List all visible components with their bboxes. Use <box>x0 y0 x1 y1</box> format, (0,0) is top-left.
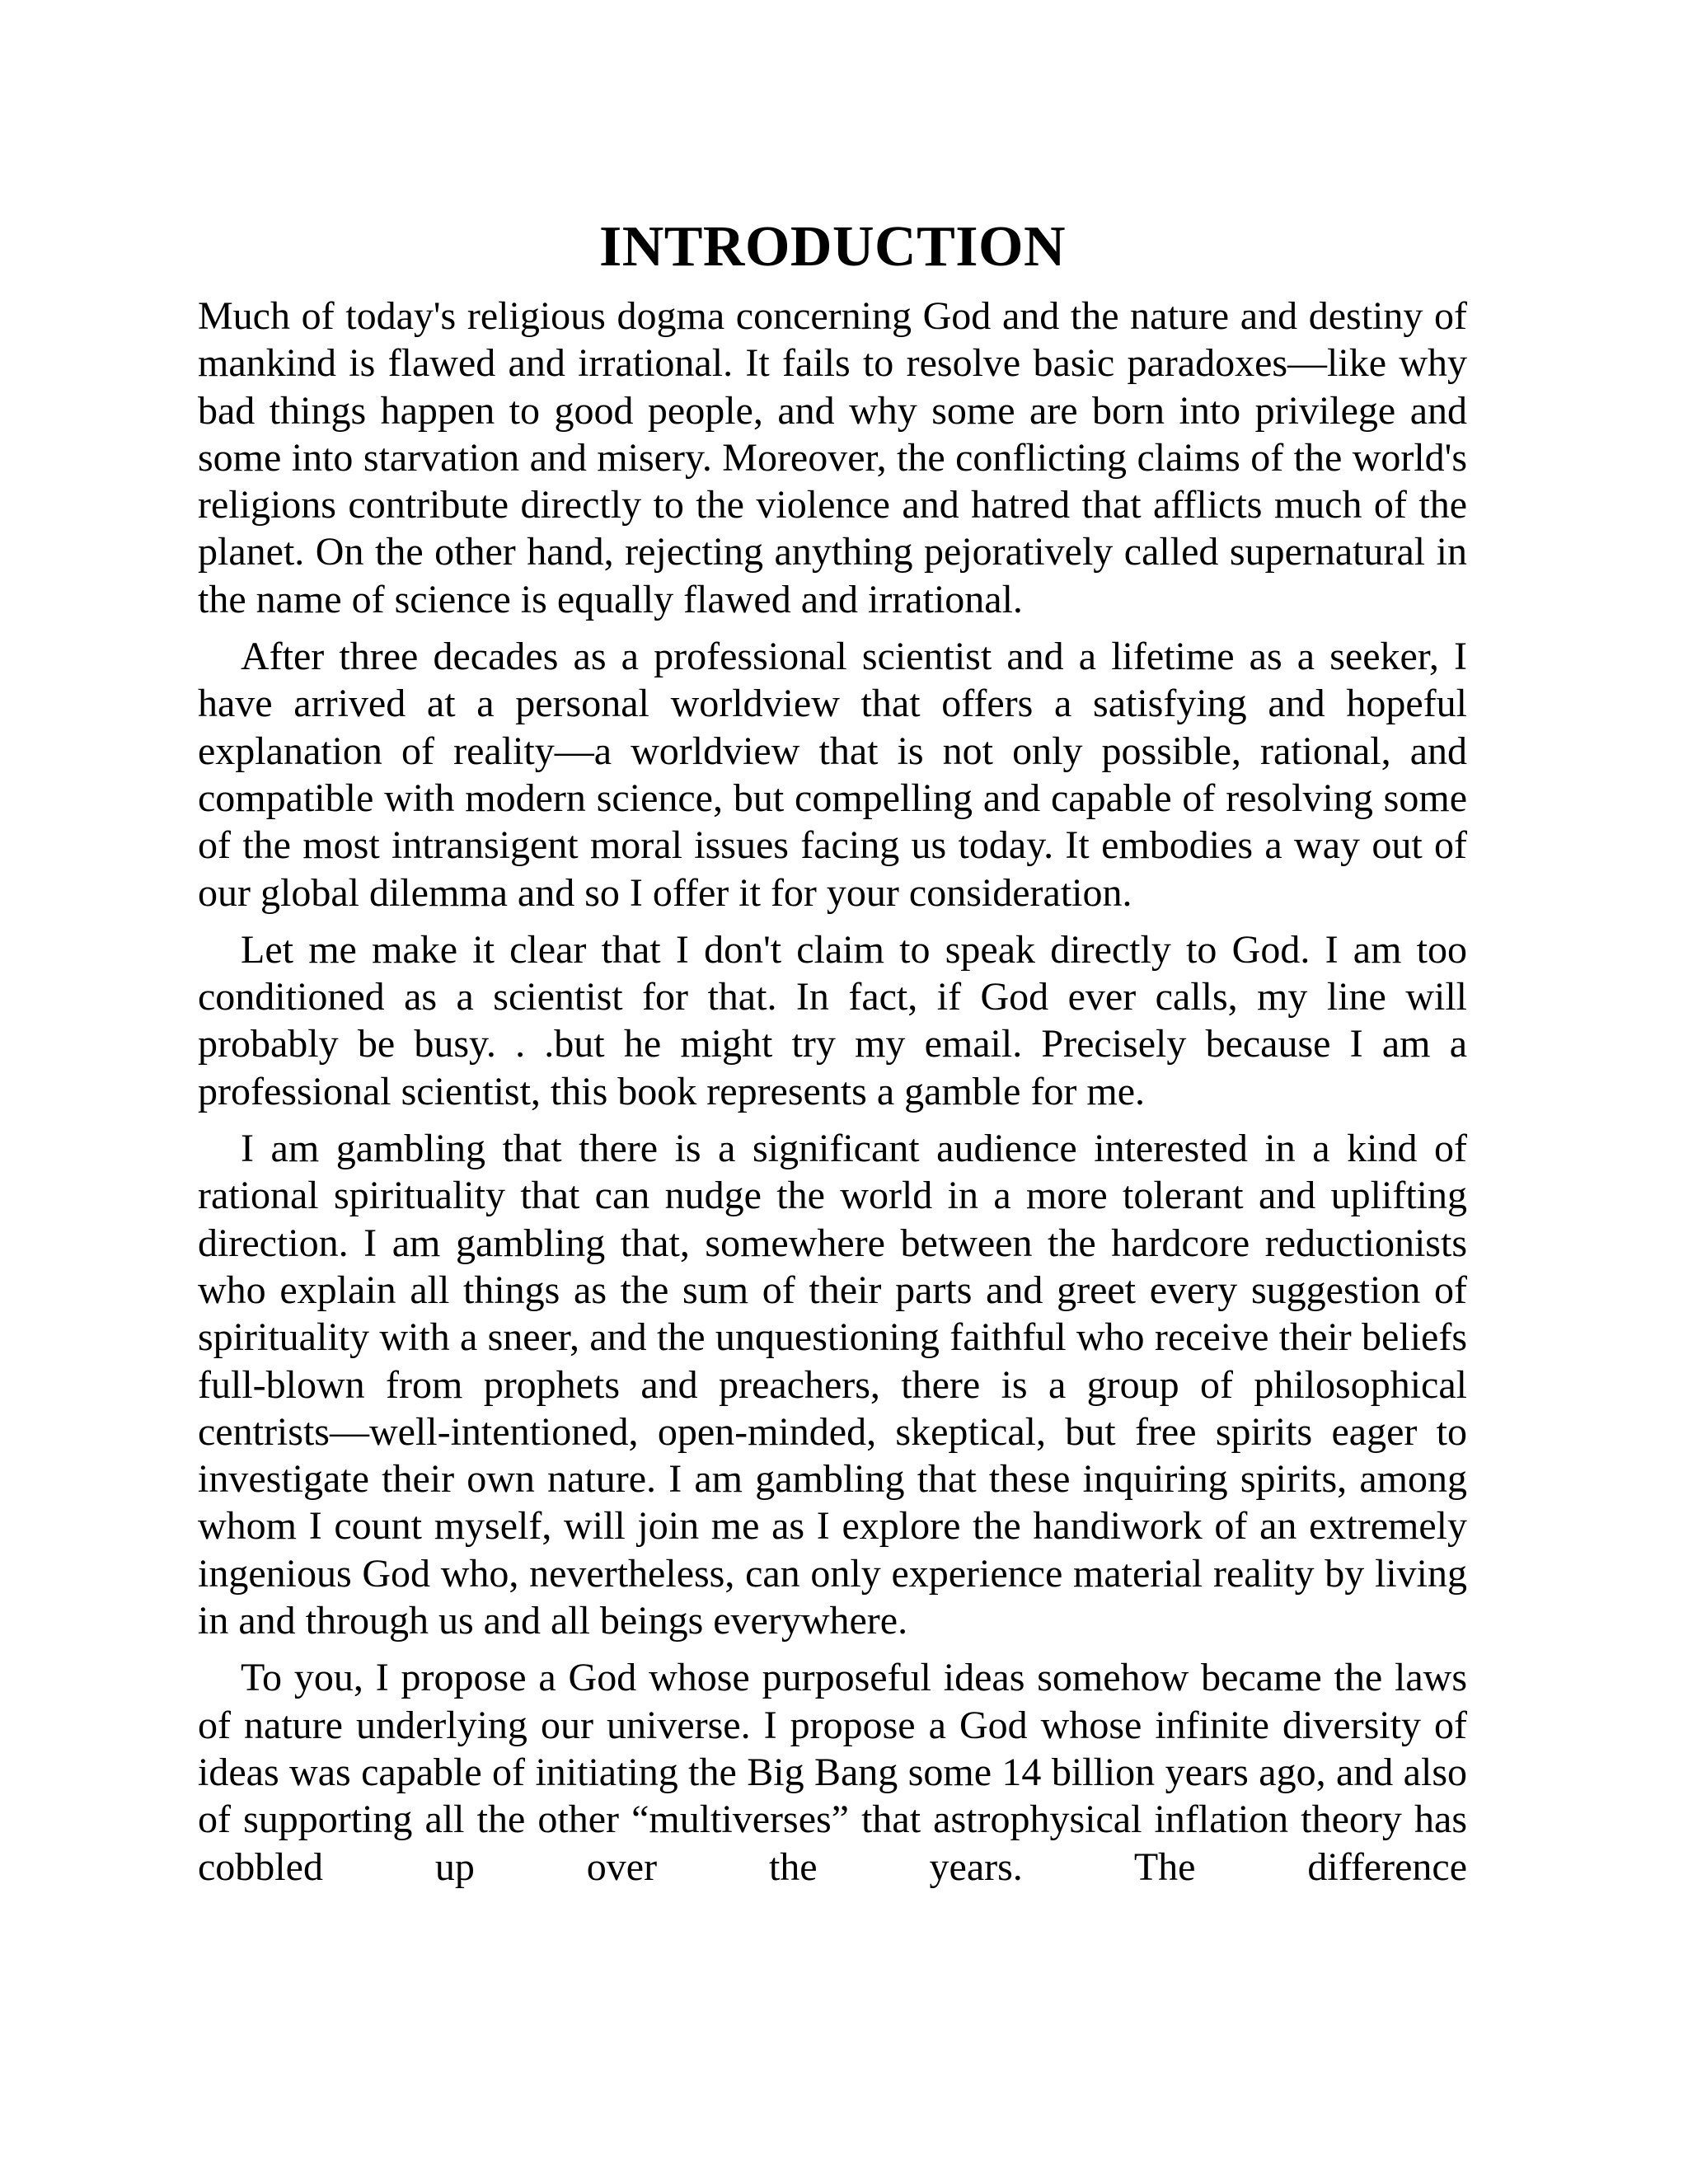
document-page <box>198 210 1467 1891</box>
paragraph-1: Much of today's religious dogma concerning God and the nature and destiny of mankind is flawed and irrational. It fails to resolve basic paradoxes—like why bad things happen to good people, and why some are born into privilege and some into starvation and misery. Moreover, the conflicting claims of the world's religions contribute directly to the violence and hatred that afflicts much of the planet. On the other hand, rejecting anything pejoratively called supernatural in the name of science is equally flawed and irrational. <box>198 294 1467 621</box>
paragraph-2: After three decades as a professional scientist and a lifetime as a seeker, I have arrived at a personal worldview that offers a satisfying and hopeful explanation of reality—a worldview that is not only possible, rational, and compatible with modern science, but compelling and capable of resolving some of the most intransigent moral issues facing us today. It embodies a way out of our global dilemma and so I offer it for your consideration. <box>198 635 1467 915</box>
page-title: INTRODUCTION <box>598 215 1067 279</box>
paragraph-4: I am gambling that there is a significant audience interested in a kind of rational spirituality that can nudge the world in a more tolerant and uplifting direction. I am gambling that, somewhere between the hardcore reductionists who explain all things as the sum of their parts and greet every suggestion of spirituality with a sneer, and the unquestioning faithful who receive their beliefs full-blown from prophets and preachers, there is a group of philosophical centrists—well-intentioned, open-minded, skeptical, but free spirits eager to investigate their own nature. I am gambling that these inquiring spirits, among whom I count myself, will join me as I explore the handiwork of an extremely ingenious God who, nevertheless, can only experience material reality by living in and through us and all beings everywhere. <box>198 1127 1467 1643</box>
paragraph-5: To you, I propose a God whose purposeful ideas somehow became the laws of nature underlying our universe. I propose a God whose infinite diversity of ideas was capable of initiating the Big Bang some 14 billion years ago, and also of supporting all the other “multiverses” that astrophysical inflation theory has cobbled up over the years. The difference <box>198 1656 1467 1889</box>
paragraph-3: Let me make it clear that I don't claim to speak directly to God. I am too conditioned as a scientist for that. In fact, if God ever calls, my line will probably be busy. . .but he might try my email. Precisely because I am a professional scientist, this book represents a gamble for me. <box>198 927 1467 1113</box>
